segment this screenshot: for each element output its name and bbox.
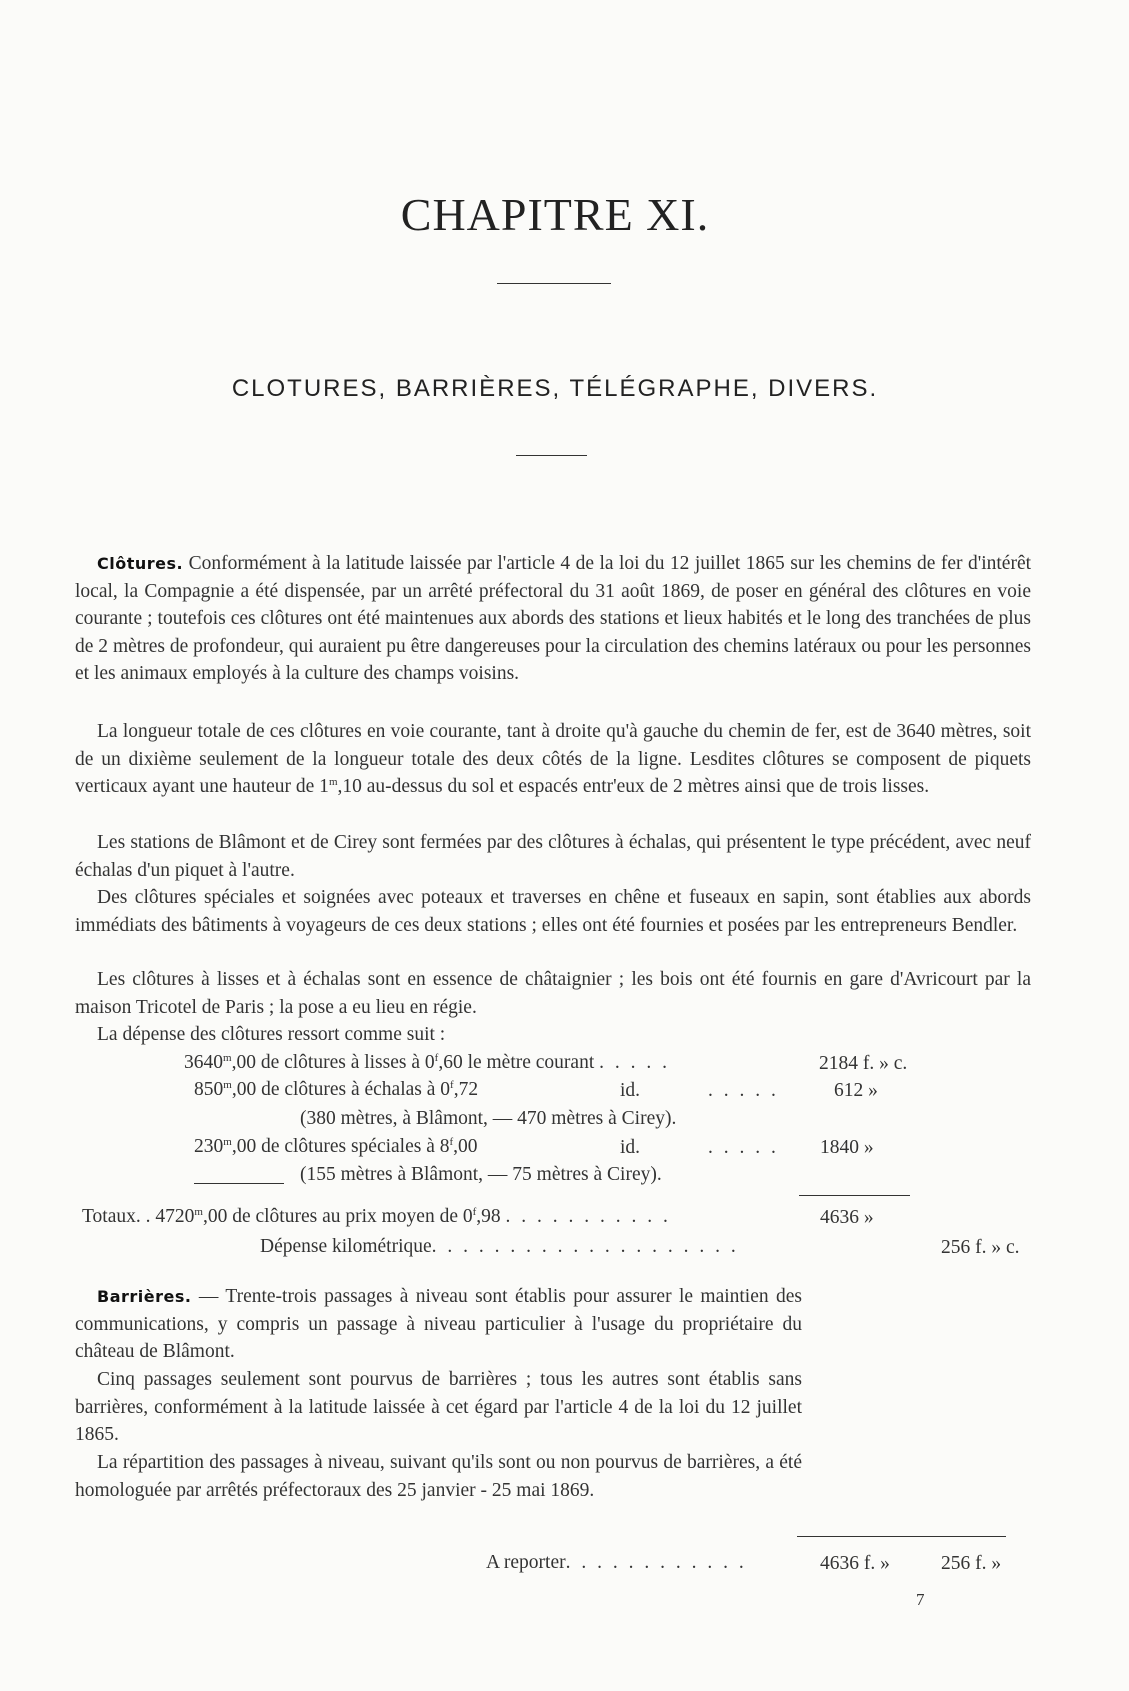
- expense-row-3-note: (155 mètres à Blâmont, — 75 mètres à Cirey).: [300, 1164, 662, 1185]
- expense-row-1: 3640$^m$,00 de clôtures à lisses à 0$^f$,60 le mètre courant . . . . .: [184, 1052, 670, 1073]
- barrieres-text-2: Cinq passages seulement sont pourvus de barrières ; tous les autres sont établis sans barrières, conformément à la latitude laissée à cet égard par l'article 4 de la loi du 12 juillet 1865.: [75, 1369, 802, 1445]
- barrieres-lead: Barrières.: [97, 1287, 192, 1306]
- barrieres-paragraph-3: [75, 1449, 802, 1504]
- clotures-paragraph-1: [75, 550, 1031, 688]
- carry-forward-amount-2: 256 f. »: [941, 1553, 1002, 1574]
- clotures-text-5: Les clôtures à lisses et à échalas sont en essence de châtaignier ; les bois ont été fournis en gare d'Avricourt par la maison Tricotel de Paris ; la pose a eu lieu en régie.: [75, 969, 1031, 1018]
- clotures-text-2b: ,10 au-dessus du sol et espacés entr'eux de 2 mètres ainsi que de trois lisses.: [337, 776, 930, 797]
- expense-row-3-dots: . . . . .: [708, 1137, 779, 1158]
- expense-totals-amount: 4636 »: [820, 1207, 874, 1228]
- expense-row-2-id: id.: [620, 1080, 641, 1101]
- page-number: 7: [916, 1590, 925, 1609]
- clotures-paragraph-2: [75, 718, 1031, 801]
- expense-km: Dépense kilométrique. . . . . . . . . . . . . . . . . . . .: [260, 1236, 739, 1257]
- carry-forward: A reporter. . . . . . . . . . . .: [486, 1552, 747, 1573]
- expense-row-3: 230$^m$,00 de clôtures spéciales à 8$^f$,00: [194, 1136, 478, 1157]
- expense-subtotal-rule: [799, 1195, 910, 1196]
- clotures-paragraph-3: [75, 829, 1031, 884]
- section-title: CLOTURES, BARRIÈRES, TÉLÉGRAPHE, DIVERS.: [231, 375, 879, 402]
- expense-row-3-id: id.: [620, 1137, 641, 1158]
- expense-row-2: 850$^m$,00 de clôtures à échalas à 0$^f$,72: [194, 1079, 479, 1100]
- expense-left-rule: [194, 1183, 284, 1184]
- expense-row-2-amount: 612 »: [834, 1080, 878, 1101]
- chapter-title: CHAPITRE XI.: [400, 189, 710, 240]
- clotures-paragraph-6: [75, 1021, 1031, 1049]
- clotures-text-1: Conformément à la latitude laissée par l'article 4 de la loi du 12 juillet 1865 sur les chemins de fer d'intérêt local, la Compagnie a été dispensée, par un arrêté préfectoral du 31 août 1869, de poser en général des clôtures en voie courante ; toutefois ces clôtures ont été maintenues aux abords des stations et lieux habités et le long des tranchées de plus de 2 mètres de profondeur, qui auraient pu être dangereuses pour la circulation des chemins latéraux ou pour les personnes et les animaux employés à la culture des champs voisins.: [75, 553, 1032, 684]
- carry-forward-amount-1: 4636 f. »: [820, 1553, 890, 1574]
- clotures-text-2a: La longueur totale de ces clôtures en voie courante, tant à droite qu'à gauche du chemin de fer, est de 3640 mètres, soit de un dixième seulement de la longueur totale des deux côtés de la ligne. Lesdites clôtures se composent de piquets verticaux ayant une hauteur de 1: [75, 721, 1031, 797]
- expense-totals: Totaux. . 4720$^m$,00 de clôtures au prix moyen de 0$^f$,98 . . . . . . . . . . .: [82, 1206, 671, 1227]
- height-unit: m: [328, 776, 338, 788]
- clotures-text-6: La dépense des clôtures ressort comme suit :: [97, 1024, 446, 1045]
- clotures-lead: Clôtures.: [97, 554, 184, 573]
- barrieres-paragraph-1: [75, 1283, 802, 1366]
- barrieres-text-3: La répartition des passages à niveau, suivant qu'ils sont ou non pourvus de barrières, a été homologuée par arrêtés préfectoraux des 25 janvier - 25 mai 1869.: [75, 1452, 802, 1501]
- expense-row-2-note: (380 mètres, à Blâmont, — 470 mètres à Cirey).: [300, 1108, 677, 1129]
- title-rule: [497, 283, 611, 284]
- expense-row-2-dots: . . . . .: [708, 1080, 779, 1101]
- clotures-paragraph-4: [75, 884, 1031, 939]
- clotures-text-3: Les stations de Blâmont et de Cirey sont fermées par des clôtures à échalas, qui présentent le type précédent, avec neuf échalas d'un piquet à l'autre.: [75, 832, 1031, 881]
- clotures-text-4: Des clôtures spéciales et soignées avec poteaux et traverses en chêne et fuseaux en sapin, sont établies aux abords immédiats des bâtiments à voyageurs de ces deux stations ; elles ont été fournies et posées par les entrepreneurs Bendler.: [75, 887, 1031, 936]
- expense-row-1-amount: 2184 f. » c.: [819, 1053, 908, 1074]
- barrieres-paragraph-2: [75, 1366, 802, 1449]
- barrieres-text-1: — Trente-trois passages à niveau sont établis pour assurer le maintien des communications, y compris un passage à niveau particulier à l'usage du propriétaire du château de Blâmont.: [75, 1286, 802, 1362]
- carry-forward-rule: [797, 1536, 1006, 1537]
- expense-row-3-amount: 1840 »: [820, 1137, 874, 1158]
- expense-km-amount: 256 f. » c.: [941, 1237, 1020, 1258]
- section-rule: [516, 455, 587, 456]
- clotures-paragraph-5: [75, 966, 1031, 1021]
